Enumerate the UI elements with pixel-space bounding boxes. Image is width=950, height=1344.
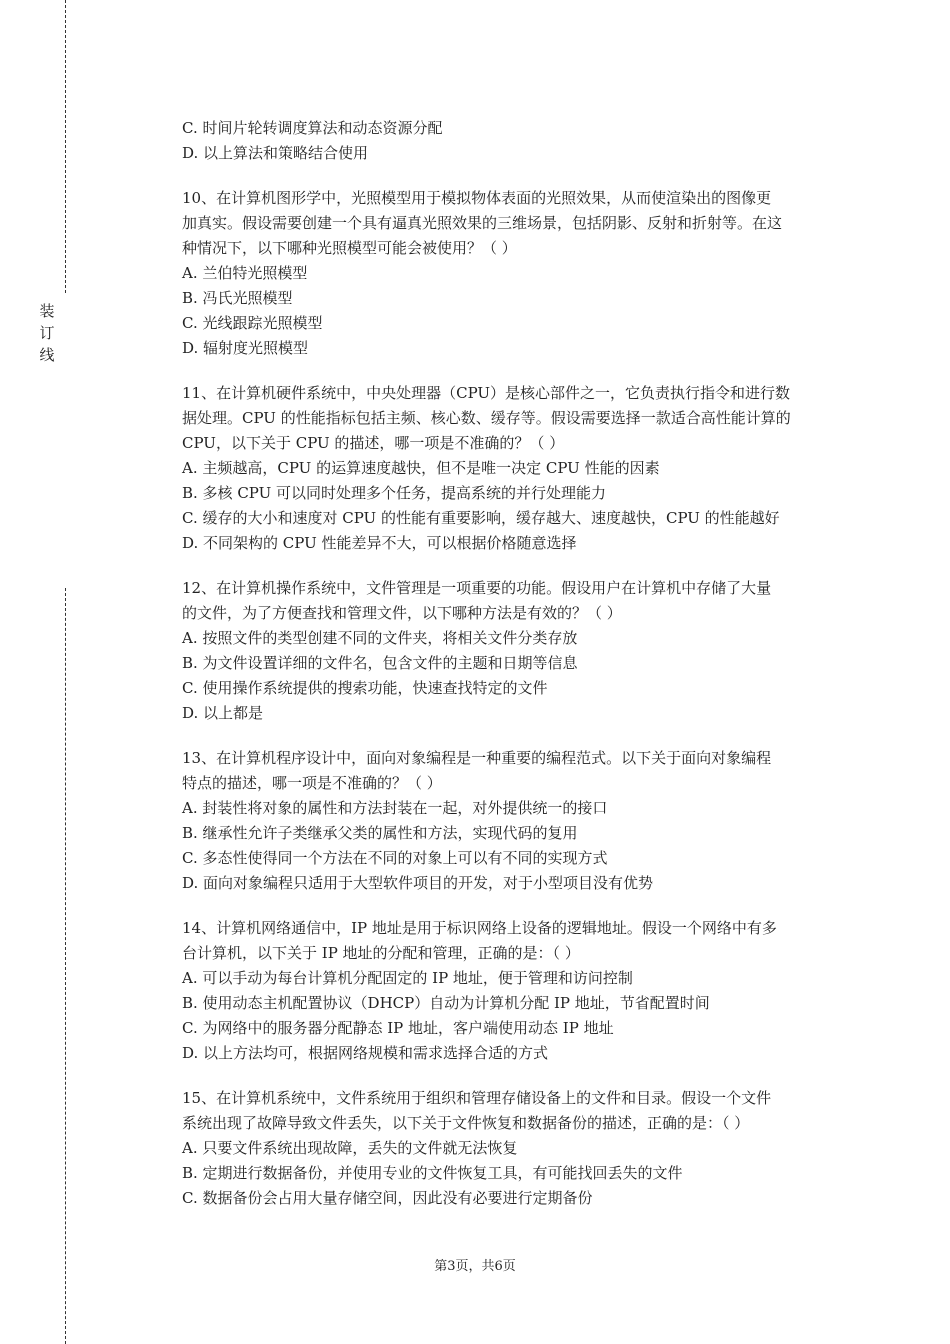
option-d: D. 辐射度光照模型 <box>182 339 309 357</box>
question-stem-line: 加真实。假设需要创建一个具有逼真光照效果的三维场景，包括阴影、反射和折射等。在这 <box>182 214 783 232</box>
option-c: C. 数据备份会占用大量存储空间，因此没有必要进行定期备份 <box>182 1189 593 1207</box>
question-content <box>182 116 842 1211</box>
question-stem-line: 10、在计算机图形学中，光照模型用于模拟物体表面的光照效果，从而使渲染出的图像更 <box>182 189 772 207</box>
option-a: A. 按照文件的类型创建不同的文件夹，将相关文件分类存放 <box>182 629 578 647</box>
question-stem-line: 12、在计算机操作系统中，文件管理是一项重要的功能。假设用户在计算机中存储了大量 <box>182 579 772 597</box>
question-stem-line: 的文件，为了方便查找和管理文件，以下哪种方法是有效的？（ ） <box>182 604 622 622</box>
question-14 <box>182 916 842 1066</box>
option-c: C. 光线跟踪光照模型 <box>182 314 323 332</box>
option-b: B. 继承性允许子类继承父类的属性和方法，实现代码的复用 <box>182 824 578 842</box>
question-stem-line: 系统出现了故障导致文件丢失，以下关于文件恢复和数据备份的描述，正确的是：（ ） <box>182 1114 750 1132</box>
option-d: D. 面向对象编程只适用于大型软件项目的开发，对于小型项目没有优势 <box>182 874 654 892</box>
option-d: D. 以上都是 <box>182 704 264 722</box>
question-stem-line: CPU，以下关于 CPU 的描述，哪一项是不准确的？（ ） <box>182 434 565 452</box>
option: C. 时间片轮转调度算法和动态资源分配 <box>182 119 443 137</box>
option-a: A. 只要文件系统出现故障，丢失的文件就无法恢复 <box>182 1139 518 1157</box>
option: D. 以上算法和策略结合使用 <box>182 144 369 162</box>
question-stem-line: 13、在计算机程序设计中，面向对象编程是一种重要的编程范式。以下关于面向对象编程 <box>182 749 772 767</box>
question-stem-line: 种情况下，以下哪种光照模型可能会被使用？（ ） <box>182 239 517 257</box>
option-c: C. 缓存的大小和速度对 CPU 的性能有重要影响，缓存越大、速度越快，CPU 的性能越好 <box>182 509 780 527</box>
question-stem-line: 14、计算机网络通信中，IP 地址是用于标识网络上设备的逻辑地址。假设一个网络中有多 <box>182 919 777 937</box>
question-stem-line: 据处理。CPU 的性能指标包括主频、核心数、缓存等。假设需要选择一款适合高性能计算的 <box>182 409 791 427</box>
option-d: D. 不同架构的 CPU 性能差异不大，可以根据价格随意选择 <box>182 534 577 552</box>
question-12 <box>182 576 842 726</box>
option-b: B. 冯氏光照模型 <box>182 289 293 307</box>
option-b: B. 定期进行数据备份，并使用专业的文件恢复工具，有可能找回丢失的文件 <box>182 1164 683 1182</box>
option-a: A. 可以手动为每台计算机分配固定的 IP 地址，便于管理和访问控制 <box>182 969 633 987</box>
question-stem-line: 15、在计算机系统中，文件系统用于组织和管理存储设备上的文件和目录。假设一个文件 <box>182 1089 772 1107</box>
option-c: C. 使用操作系统提供的搜索功能，快速查找特定的文件 <box>182 679 548 697</box>
binding-line-bottom <box>65 588 66 1344</box>
page-footer: 第3页，共6页 <box>434 1259 516 1274</box>
option-b: B. 多核 CPU 可以同时处理多个任务，提高系统的并行处理能力 <box>182 484 607 502</box>
option-b: B. 为文件设置详细的文件名，包含文件的主题和日期等信息 <box>182 654 578 672</box>
option-a: A. 主频越高，CPU 的运算速度越快，但不是唯一决定 CPU 性能的因素 <box>182 459 660 477</box>
question-10 <box>182 186 842 361</box>
option-c: C. 为网络中的服务器分配静态 IP 地址，客户端使用动态 IP 地址 <box>182 1019 614 1037</box>
question-15 <box>182 1086 842 1211</box>
question-stem-line: 特点的描述，哪一项是不准确的？（ ） <box>182 774 442 792</box>
question-11 <box>182 381 842 556</box>
question-stem-line: 台计算机，以下关于 IP 地址的分配和管理，正确的是：（ ） <box>182 944 580 962</box>
option-a: A. 兰伯特光照模型 <box>182 264 308 282</box>
option-d: D. 以上方法均可，根据网络规模和需求选择合适的方式 <box>182 1044 549 1062</box>
carryover-options <box>182 116 842 166</box>
binding-char: 装 <box>39 302 55 320</box>
question-13 <box>182 746 842 896</box>
binding-char: 线 <box>39 346 55 364</box>
option-a: A. 封装性将对象的属性和方法封装在一起，对外提供统一的接口 <box>182 799 608 817</box>
option-b: B. 使用动态主机配置协议（DHCP）自动为计算机分配 IP 地址，节省配置时间 <box>182 994 710 1012</box>
binding-char: 订 <box>39 324 55 342</box>
binding-label <box>38 300 56 366</box>
question-stem-line: 11、在计算机硬件系统中，中央处理器（CPU）是核心部件之一，它负责执行指令和进行数 <box>182 384 791 402</box>
binding-line-top <box>65 0 66 293</box>
option-c: C. 多态性使得同一个方法在不同的对象上可以有不同的实现方式 <box>182 849 608 867</box>
